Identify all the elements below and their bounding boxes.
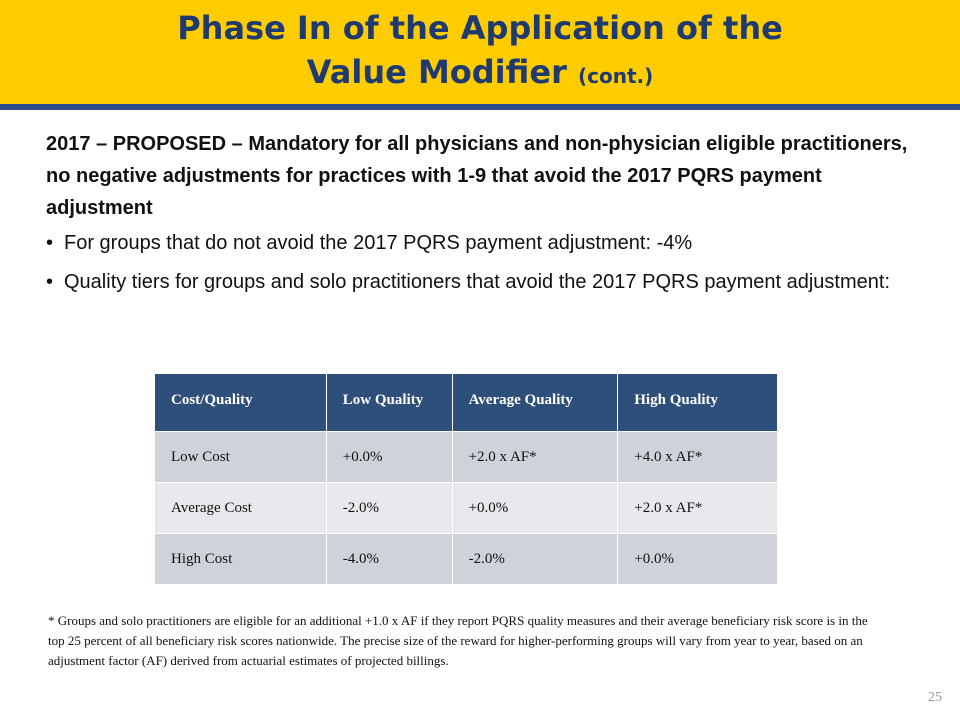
table-header-cell: High Quality	[618, 374, 778, 432]
page-title	[0, 6, 960, 98]
table-header-cell: Low Quality	[326, 374, 452, 432]
table-cell: -4.0%	[326, 534, 452, 585]
bullet-dot-icon: •	[46, 271, 54, 293]
footnote: * Groups and solo practitioners are eligible for an additional +1.0 x AF if they report PQRS quality measures and their average beneficiary risk score is in the top 25 percent of all beneficiary risk scores nationwide. The precise size of the reward for higher-performing groups will vary from year to year, based on an adjustment factor (AF) derived from actuarial estimates of projected billings.	[48, 613, 868, 668]
table-header-cell: Cost/Quality	[155, 374, 327, 432]
value-modifier-table	[154, 373, 778, 585]
table-cell: +2.0 x AF*	[618, 483, 778, 534]
title-line-2-main: Value Modifier	[306, 53, 567, 91]
table-cell: +0.0%	[452, 483, 618, 534]
title-line-2-suffix: (cont.)	[577, 64, 654, 88]
table-cell: -2.0%	[326, 483, 452, 534]
table-cell: +4.0 x AF*	[618, 432, 778, 483]
table-cell: -2.0%	[452, 534, 618, 585]
bullet-text: For groups that do not avoid the 2017 PQRS payment adjustment: -4%	[64, 232, 693, 254]
bullet-list	[46, 228, 926, 306]
bullet-dot-icon: •	[46, 232, 54, 254]
title-line-1: Phase In of the Application of the	[177, 9, 783, 47]
bullet-item	[46, 267, 926, 298]
table-row	[155, 432, 778, 483]
bullet-text: Quality tiers for groups and solo practitioners that avoid the 2017 PQRS payment adjustment:	[64, 271, 890, 293]
table-header-cell: Average Quality	[452, 374, 618, 432]
table-cell: +2.0 x AF*	[452, 432, 618, 483]
table-cell: Low Cost	[155, 432, 327, 483]
table-cell: High Cost	[155, 534, 327, 585]
table-row	[155, 483, 778, 534]
title-underline	[0, 104, 960, 110]
bullet-item	[46, 228, 926, 259]
page-number: 25	[928, 690, 942, 705]
table-row	[155, 534, 778, 585]
lead-paragraph: 2017 – PROPOSED – Mandatory for all physicians and non-physician eligible practitioners, no negative adjustments for practices with 1-9 that avoid the 2017 PQRS payment adjustment	[46, 133, 908, 219]
table-cell: +0.0%	[326, 432, 452, 483]
table-cell: +0.0%	[618, 534, 778, 585]
title-line-2	[0, 50, 960, 98]
table-cell: Average Cost	[155, 483, 327, 534]
table-header-row	[155, 374, 778, 432]
